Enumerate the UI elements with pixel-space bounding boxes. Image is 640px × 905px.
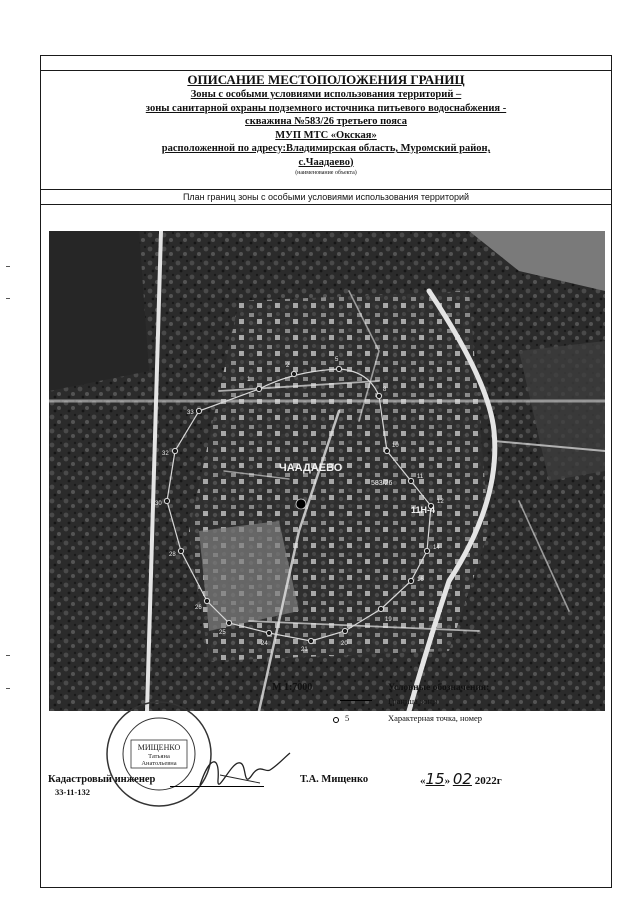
map-scale: М 1:7000	[272, 682, 313, 693]
point-label: 11	[417, 474, 424, 480]
plan-title: План границ зоны с особыми условиями использования территорий	[182, 192, 470, 202]
header-top-rule	[41, 70, 611, 71]
point-label: 24	[261, 641, 268, 647]
date-year: 2022г	[474, 775, 502, 787]
point-label: 21	[301, 647, 308, 653]
header-line-2: Зоны с особыми условиями использования территорий –	[190, 89, 462, 100]
point-label: 8	[383, 387, 387, 393]
stamp-given: Татьяна	[148, 753, 170, 760]
margin-mark	[6, 266, 10, 267]
legend-point-label: Характерная точка, номер	[388, 713, 483, 723]
header-line-7: с.Чаадаево)	[298, 156, 354, 168]
header-line-5: МУП МТС «Окская»	[275, 129, 377, 141]
point-label: 28	[169, 552, 176, 558]
margin-mark	[6, 655, 10, 656]
stamp-patronymic: Анатольевна	[141, 760, 177, 767]
date-month: 02	[452, 770, 472, 788]
margin-mark	[6, 298, 10, 299]
point-label: 20	[341, 641, 348, 647]
plan-title-rule	[41, 204, 611, 205]
certificate-code: 33-11-132	[55, 787, 90, 797]
point-label: 14	[433, 545, 440, 551]
header-line-6: расположенной по адресу:Владимирская область, Муромский район,	[161, 143, 491, 154]
date-day: 15	[425, 770, 445, 788]
point-label: 25	[219, 630, 226, 636]
area-label: ЧААДАЕВО	[279, 462, 343, 474]
satellite-map	[49, 231, 605, 711]
signer-role: Кадастровый инженер	[48, 774, 156, 785]
header-line-4: скважина №583/26 третьего пояса	[245, 116, 407, 127]
point-label: 2	[286, 363, 290, 369]
point-label: 12	[437, 499, 444, 505]
signer-name: Т.А. Мищенко	[300, 774, 369, 785]
header-caption: (наименование объекта)	[295, 170, 357, 176]
point-label: 1	[247, 377, 251, 383]
margin-mark	[6, 688, 10, 689]
signature-line	[170, 786, 264, 787]
document-date: «15» 02 2022г	[420, 770, 502, 788]
handwritten-signature	[190, 745, 300, 805]
point-label: 26	[195, 605, 202, 611]
legend-point-icon	[333, 717, 339, 723]
point-label: 16	[417, 577, 424, 583]
point-label: 19	[385, 617, 392, 623]
point-label: 10	[392, 443, 399, 449]
header-title: ОПИСАНИЕ МЕСТОПОЛОЖЕНИЯ ГРАНИЦ	[187, 72, 465, 87]
point-label: 33	[187, 410, 194, 416]
well-marker	[296, 499, 306, 509]
header-bottom-rule	[41, 189, 611, 190]
point-label: 30	[155, 501, 162, 507]
stamp-name: МИЩЕНКО	[137, 743, 181, 752]
map-svg	[49, 231, 605, 711]
legend-zone-label: Граница зоны	[388, 696, 438, 706]
legend-point-number: 5	[345, 713, 350, 723]
document-header	[41, 72, 611, 177]
header-line-3: зоны санитарной охраны подземного источника питьевого водоснабжения -	[145, 102, 507, 114]
legend-boundary-line	[340, 700, 372, 701]
legend-title: Условные обозначения:	[388, 683, 490, 693]
point-label: 32	[162, 451, 169, 457]
point-label: 5	[335, 357, 339, 363]
well-label: 583/26	[371, 480, 393, 487]
road-label: 11Н-4	[411, 505, 436, 515]
